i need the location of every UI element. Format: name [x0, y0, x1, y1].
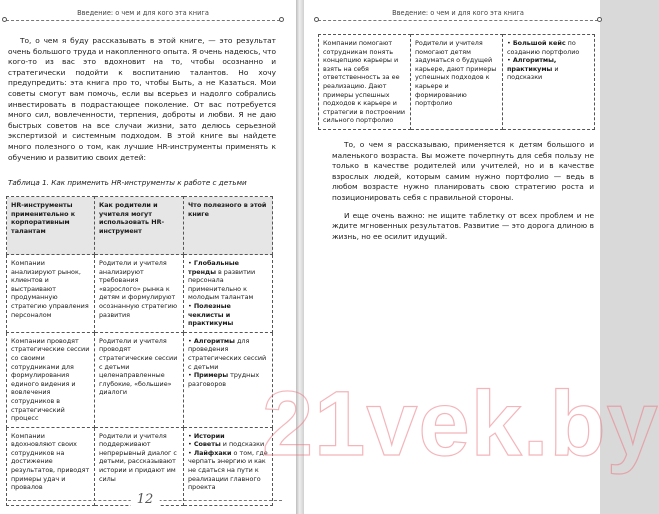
- list-item: • Примеры трудных разговоров: [188, 371, 268, 388]
- ornament-dot: [279, 17, 284, 22]
- table-header-row: [7, 197, 273, 255]
- list-item: • Лайфхаки о том, где черпать энергию и как не сдаться на пути к реализации главного проекта: [188, 449, 268, 492]
- table-cell: Родители и учителя проводят стратегические сессии с детьми целенаправленные глубокие, «большие» диалоги: [95, 332, 184, 427]
- closing-text: [332, 140, 594, 242]
- running-head: [6, 7, 280, 21]
- running-head-text: Введение: о чем и для кого эта книга: [392, 9, 524, 17]
- table-cell: Родители и учителя поддерживают непрерывный диалог с детьми, рассказывают истории и придают им силы: [95, 427, 184, 505]
- ornament-dot: [314, 17, 319, 22]
- table-cell: Компании помогают сотрудникам понять концепцию карьеры и взять на себя ответственность за ее реализацию. Дают примеры успешных подходов к карьере и стратегии в построении сильного портфолио: [319, 35, 411, 130]
- table-row: [7, 255, 273, 333]
- page-number-footer: [8, 494, 282, 508]
- page-number: 12: [131, 492, 160, 507]
- paragraph: И еще очень важно: не ищите таблетку от всех проблем и не ждите мгновенных результатов. Развитие — это дорога длиною в жизнь, но ее осилит идущий.: [332, 210, 594, 241]
- table-caption: Таблица 1. Как применить HR-инструменты к работе с детьми: [8, 178, 247, 187]
- list-item: • Глобальные тренды в развитии персонала применительно к молодым талантам: [188, 259, 268, 302]
- list-item: • Алгоритмы, практикумы и подсказки: [507, 56, 590, 82]
- list-item: • Большой кейс по созданию портфолио: [507, 39, 590, 56]
- table-cell: [184, 255, 273, 333]
- table-cell: Родители и учителя помогают детям задуматься о будущей карьере, дают примеры успешных подходов к карьере и формированию портфолио: [411, 35, 503, 130]
- running-head: [318, 7, 598, 21]
- table-cell: Компании проводят стратегические сессии со своими сотрудниками для формулирования единого видения и вовлечения сотрудников в стратегический процесс: [7, 332, 95, 427]
- table-cell: [184, 332, 273, 427]
- table-row: [319, 35, 595, 130]
- paragraph: То, о чем я буду рассказывать в этой книге, — это результат очень большого труда и накопленного опыта. Я очень надеюсь, что кого-то из вас это вдохновит на то, чтобы осознанно и стратегически подойти к воспитанию талантов. Но хочу предупредить: эта книга про то, чтобы Быть, а не Казаться. Мои советы смогут вам помочь, если вы всерьез и надолго собрались инвестировать в подрастающее поколение. От вас потребуется много сил, вовлеченности, терпения, доброты и любви. Я не даю быстрых советов на все случаи жизни, зато делюсь серьезной экспертизой и системным подходом. В этой книге вы найдете много полезного о том, как лучшие HR-инструменты применять к обучению и развитию своих детей:: [8, 36, 276, 162]
- paragraph: То, о чем я рассказываю, применяется к детям большого и маленького возраста. Вы можете почерпнуть для себя пользу не только в качестве родителей или учителей, но и в качестве взрослых людей, которым самим нужно портфолио — ведь в любом возрасте нужно планировать свою стратегию роста и позиционировать себя с правильной стороны.: [332, 140, 594, 202]
- list-item: • Советы и подсказки: [188, 440, 268, 449]
- hr-tools-table-continued: [318, 34, 595, 130]
- column-header: Что полезного в этой книге: [184, 197, 273, 255]
- table-cell: [503, 35, 595, 130]
- column-header: HR-инструменты применительно к корпоративным талантам: [7, 197, 95, 255]
- list-item: • Истории: [188, 432, 268, 441]
- hr-tools-table: [6, 196, 273, 506]
- left-page: [0, 0, 296, 514]
- column-header: Как родители и учителя могут использовать HR-инструмент: [95, 197, 184, 255]
- ornament-dot: [597, 17, 602, 22]
- table-row: [7, 332, 273, 427]
- running-head-text: Введение: о чем и для кого эта книга: [77, 9, 209, 17]
- watermark: 21vek.by: [262, 373, 659, 475]
- list-item: • Алгоритмы для проведения стратегических сессий с детьми: [188, 337, 268, 371]
- table-cell: Компании вдохновляют своих сотрудников на достижение результатов, приводят примеры удач и провалов: [7, 427, 95, 505]
- table-cell: Родители и учителя анализируют требования «взрослого» рынка к детям и формулируют осознанную стратегию развития: [95, 255, 184, 333]
- ornament-dot: [2, 17, 7, 22]
- list-item: • Полезные чеклисты и практикумы: [188, 302, 268, 328]
- intro-text: [8, 36, 276, 163]
- table-cell: Компании анализируют рынок, клиентов и выстраивают продуманную стратегию управления персоналом: [7, 255, 95, 333]
